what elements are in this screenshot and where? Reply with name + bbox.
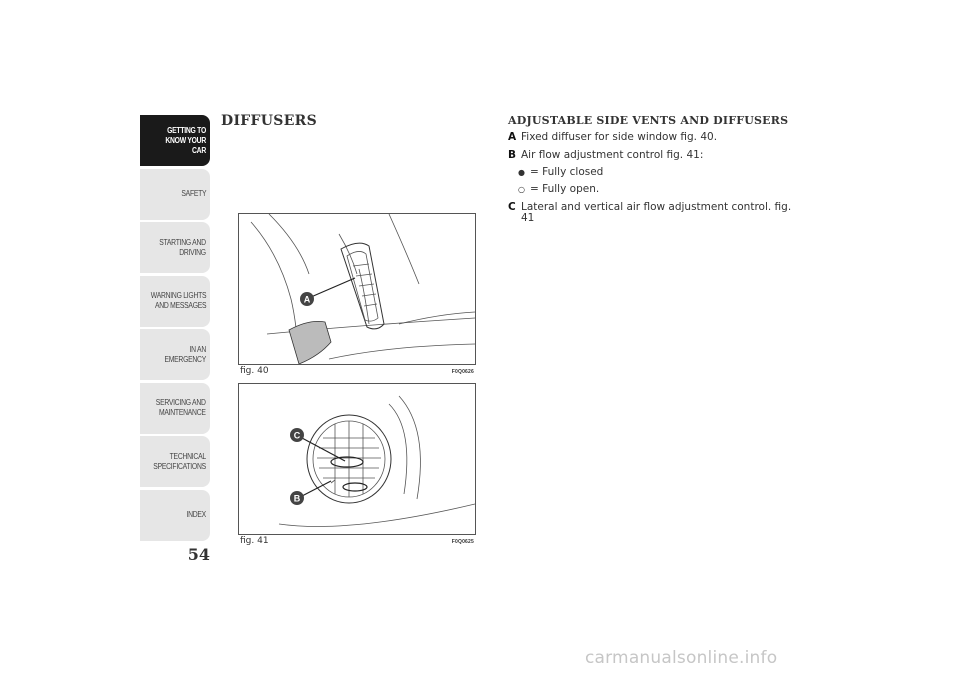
- diffuser-illustration: [239, 214, 475, 364]
- sub-item-text: = Fully closed: [530, 166, 604, 178]
- filled-dot-icon: ●: [518, 168, 525, 177]
- item-text: Fixed diffuser for side window fig. 40.: [521, 131, 718, 143]
- air-vent-illustration: [239, 384, 475, 534]
- tab-getting-to-know-your-car[interactable]: [140, 115, 210, 166]
- watermark: carmanualsonline.info: [585, 648, 778, 668]
- tab-label: GETTING TO KNOW YOUR CAR: [165, 125, 206, 155]
- subsection-heading: ADJUSTABLE SIDE VENTS AND DIFFUSERS: [508, 114, 789, 127]
- tab-starting-and-driving[interactable]: [140, 222, 210, 273]
- tab-warning-lights[interactable]: [140, 276, 210, 327]
- figure-40-side-window-diffuser: [238, 213, 476, 365]
- item-key: B: [508, 149, 517, 161]
- tab-label: WARNING LIGHTS AND MESSAGES: [150, 291, 206, 310]
- tab-servicing[interactable]: [140, 383, 210, 434]
- list-item-c: [508, 202, 798, 224]
- item-text: Air flow adjustment control fig. 41:: [521, 149, 704, 161]
- figure-label-b: B: [293, 493, 301, 504]
- tab-in-an-emergency[interactable]: [140, 329, 210, 380]
- item-key: C: [508, 201, 516, 213]
- list-item-a: [508, 132, 798, 143]
- tab-label: INDEX: [186, 510, 206, 519]
- item-key: A: [508, 131, 517, 143]
- figure-41-caption: fig. 41: [240, 536, 269, 546]
- figure-41-air-vent: [238, 383, 476, 535]
- page-number: 54: [187, 545, 210, 564]
- figure-40-code: F0Q0626: [451, 369, 474, 375]
- right-column: [508, 115, 798, 231]
- tab-index[interactable]: [140, 490, 210, 541]
- figure-40-caption: fig. 40: [240, 366, 269, 376]
- tab-label: SAFETY: [181, 189, 206, 198]
- sub-item-text: = Fully open.: [530, 183, 600, 195]
- figure-label-a: A: [303, 294, 311, 305]
- section-tabs: [140, 115, 210, 543]
- tab-safety[interactable]: [140, 169, 210, 220]
- tab-technical-specifications[interactable]: [140, 436, 210, 487]
- sub-item-open: [508, 184, 798, 195]
- sub-item-closed: [508, 167, 798, 178]
- tab-label: STARTING AND DRIVING: [159, 237, 206, 257]
- item-text: Lateral and vertical air flow adjustment control. fig. 41: [521, 201, 792, 224]
- tab-label: SERVICING AND MAINTENANCE: [156, 398, 206, 417]
- figure-label-c: C: [293, 430, 301, 441]
- open-circle-icon: ○: [518, 185, 525, 194]
- tab-label: TECHNICAL SPECIFICATIONS: [153, 451, 206, 471]
- list-item-b: [508, 150, 798, 161]
- tab-label: IN AN EMERGENCY: [164, 344, 206, 364]
- section-title: DIFFUSERS: [221, 113, 318, 129]
- figure-41-code: F0Q0625: [451, 539, 474, 545]
